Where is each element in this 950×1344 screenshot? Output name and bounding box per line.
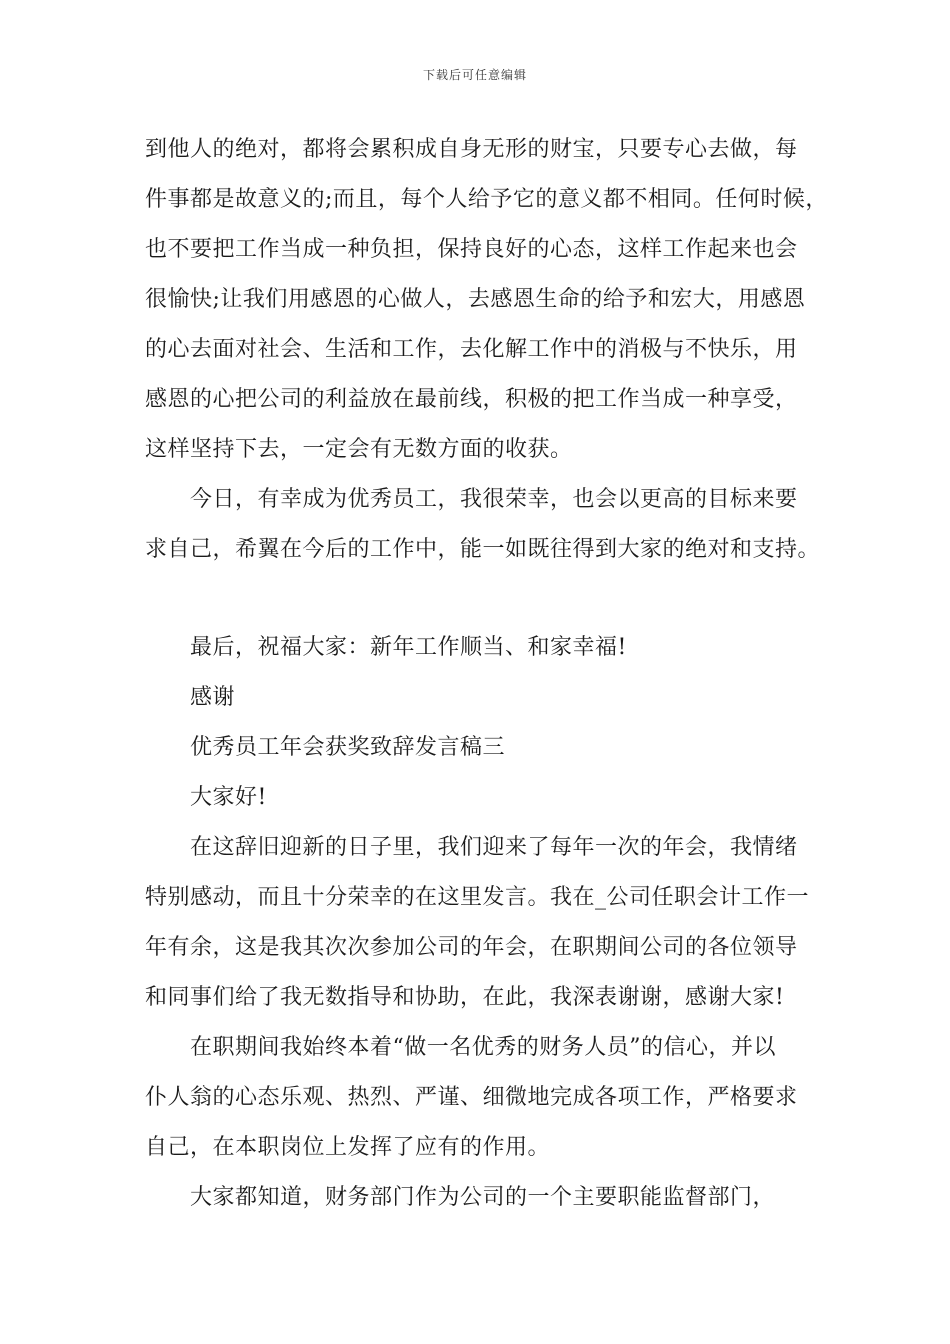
body-line: 感恩的心把公司的利益放在最前线，积极的把工作当成一种享受，: [145, 387, 798, 412]
body-line: 年有余，这是我其次次参加公司的年会，在职期间公司的各位领导: [145, 935, 798, 960]
greeting: 大家好!: [190, 785, 267, 810]
body-line: 自己，在本职岗位上发挥了应有的作用。: [145, 1135, 551, 1160]
body-line: 今日，有幸成为优秀员工，我很荣幸，也会以更高的目标来要: [190, 487, 798, 512]
body-line: 件事都是故意义的;而且，每个人给予它的意义都不相同。任何时候，: [145, 187, 828, 212]
body-line: 到他人的绝对，都将会累积成自身无形的财宝，只要专心去做，每: [145, 137, 798, 162]
body-line: 和同事们给了我无数指导和协助，在此，我深表谢谢，感谢大家!: [145, 985, 785, 1010]
body-line: 很愉快;让我们用感恩的心做人，去感恩生命的给予和宏大，用感恩: [145, 287, 806, 312]
body-line: 在这辞旧迎新的日子里，我们迎来了每年一次的年会，我情绪: [190, 835, 798, 860]
body-line: 最后，祝福大家：新年工作顺当、和家幸福!: [190, 635, 627, 660]
body-line: 特别感动，而且十分荣幸的在这里发言。我在_公司任职会计工作一: [145, 885, 810, 910]
body-line: 的心去面对社会、生活和工作，去化解工作中的消极与不快乐，用: [145, 337, 798, 362]
body-line: 求自己，希翼在今后的工作中，能一如既往得到大家的绝对和支持。: [145, 537, 821, 562]
page-header: 下载后可任意编辑: [422, 68, 527, 82]
body-line: 仆人翁的心态乐观、热烈、严谨、细微地完成各项工作，严格要求: [145, 1085, 798, 1110]
body-line: 在职期间我始终本着“做一名优秀的财务人员”的信心，并以: [190, 1035, 776, 1060]
body-line: 感谢: [190, 685, 236, 710]
section-title: 优秀员工年会获奖致辞发言稿三: [190, 735, 506, 760]
body-line: 这样坚持下去，一定会有无数方面的收获。: [145, 437, 573, 462]
body-line: 也不要把工作当成一种负担，保持良好的心态，这样工作起来也会: [145, 237, 798, 262]
body-line: 大家都知道，财务部门作为公司的一个主要职能监督部门，: [190, 1185, 776, 1210]
